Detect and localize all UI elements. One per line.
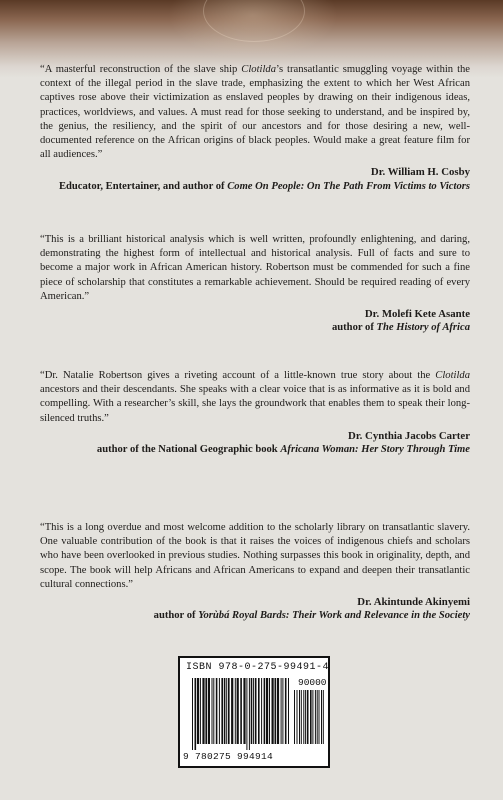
ean-barcode-bars [192, 678, 290, 750]
barcode-bar [307, 690, 309, 744]
quote-text: “This is a brilliant historical analysis which is well written, profoundly enlightening, and daring, demonstrating the highest form of intellectual and historical analysis. Full of facts and sure to become a major work in African American history. Robertson must be commended for such a fine piece of scholarship that constitutes a remarkable achievement. Should be required reading of every American.” [40, 234, 470, 302]
barcode-bar [205, 678, 207, 744]
book-title: Yorùbá Royal Bards: Their Work and Relevance in the Society [198, 610, 470, 622]
barcode-bar [192, 678, 193, 750]
review-akinyemi [40, 521, 470, 623]
barcode-bar [321, 690, 322, 744]
review-carter [40, 369, 470, 457]
review-quote [40, 369, 470, 426]
barcode-bar [297, 690, 298, 744]
barcode-bar [219, 678, 220, 744]
barcode-bar [288, 678, 289, 744]
barcode-bar [264, 678, 266, 744]
addon-barcode-bars [294, 690, 326, 750]
barcode-bar [228, 678, 230, 744]
barcode-bar [275, 678, 277, 744]
barcode-bar [305, 690, 306, 744]
barcode-bar [202, 678, 204, 744]
barcode-bar [226, 678, 227, 744]
barcode-bar [277, 678, 279, 744]
barcode-bar [200, 678, 201, 744]
barcode-bar [281, 678, 282, 744]
barcode-bar [246, 678, 247, 750]
quote-text: “A masterful reconstruction of the slave ship [40, 64, 242, 75]
reviewer-role [40, 321, 470, 335]
barcode-bar [237, 678, 239, 744]
quote-italic: Clotilda [435, 370, 470, 381]
price-code: 90000 [298, 677, 327, 688]
barcode-bar [323, 690, 324, 744]
review-quote [40, 63, 470, 162]
isbn-barcode-box [178, 656, 330, 768]
barcode-bar [213, 678, 214, 744]
role-text: author of the National Geographic book [96, 444, 281, 456]
reviewer-role [40, 609, 470, 623]
ean-digits: 9 780275 994914 [183, 751, 274, 762]
barcode-bar [224, 678, 226, 744]
barcode-bar [319, 690, 320, 744]
barcode-bar [212, 678, 213, 744]
barcode-bar [303, 690, 304, 744]
barcode-bar [315, 690, 316, 744]
reviewer-role [40, 443, 470, 457]
barcode-bar [266, 678, 268, 744]
barcode-bar [294, 690, 295, 744]
barcode-bar [269, 678, 270, 744]
barcode-bar [195, 678, 197, 750]
barcode-bar [312, 690, 313, 744]
review-quote [40, 233, 470, 304]
role-text: Educator, Entertainer, and author of [58, 180, 228, 192]
barcode-bar [272, 678, 274, 744]
reviewer-name: Dr. William H. Cosby [370, 166, 470, 179]
barcode-bar [282, 678, 283, 744]
barcode-bar [235, 678, 236, 744]
quote-text: “This is a long overdue and most welcome addition to the scholarly library on transatlantic slavery. One valuable contribution of the book is that it raises the voices of indigenous chiefs and scholars who have been overlooked in previous studies. Nothing surpasses this book in originality, depth, and scope. The book will help Africans and African Americans to expand and deepen their transatlantic cultural connections.” [40, 522, 470, 590]
barcode-bar [231, 678, 233, 744]
review-cosby [40, 63, 470, 194]
barcode-area [180, 658, 328, 766]
reviewer-name: Dr. Akintunde Akinyemi [357, 596, 470, 609]
review-quote [40, 521, 470, 592]
quote-text: ’s transatlantic smuggling voyage within the context of the illegal period in the slave trade, emphasizing the extent to which her West African captives rose above their victimization as enslaved peoples by drawing on their indigenous ideas, practices, worldviews, and values. A must read for those seeking to understand, and be inspired by, the genius, the resiliency, and the spirit of our ancestors and for those desiring a new, well-documented reference on the African origins of black peoples. Would make a great feature film for all audiences.” [40, 64, 471, 161]
barcode-bar [251, 678, 253, 744]
barcode-bar [261, 678, 262, 744]
barcode-bar [258, 678, 260, 744]
role-text: author of [153, 610, 199, 622]
quote-text: “Dr. Natalie Robertson gives a riveting account of a little-known true story about the [40, 370, 436, 381]
barcode-bar [285, 678, 287, 744]
reviewer-role [40, 180, 470, 194]
barcode-bar [208, 678, 210, 744]
quote-text: ancestors and their descendants. She speaks with a clear voice that is as informative as it is bold and compelling. With a researcher’s skill, she lays the groundwork that enables them to speak their long-silenced truths.” [40, 384, 470, 424]
barcode-bar [253, 678, 254, 744]
barcode-bar [310, 690, 312, 744]
book-title: Come On People: On The Path From Victims to Victors [227, 180, 470, 192]
review-asante [40, 233, 470, 335]
quote-italic: Clotilda [241, 64, 277, 75]
decorative-ornament [168, 0, 338, 60]
book-title: The History of Africa [376, 322, 470, 334]
barcode-bar [216, 678, 218, 744]
reviewer-name: Dr. Molefi Kete Asante [364, 308, 470, 321]
barcode-bar [255, 678, 257, 744]
barcode-bar [243, 678, 245, 744]
book-title: Africana Woman: Her Story Through Time [280, 444, 470, 456]
barcode-bar [221, 678, 223, 744]
barcode-bar [240, 678, 242, 744]
barcode-bar [301, 690, 302, 744]
role-text: author of [331, 322, 377, 334]
isbn-label: ISBN 978-0-275-99491-4 [186, 662, 330, 673]
barcode-bar [197, 678, 199, 744]
barcode-bar [249, 678, 250, 750]
barcode-bar [299, 690, 300, 744]
barcode-bar [317, 690, 318, 744]
reviewer-name: Dr. Cynthia Jacobs Carter [348, 429, 470, 442]
